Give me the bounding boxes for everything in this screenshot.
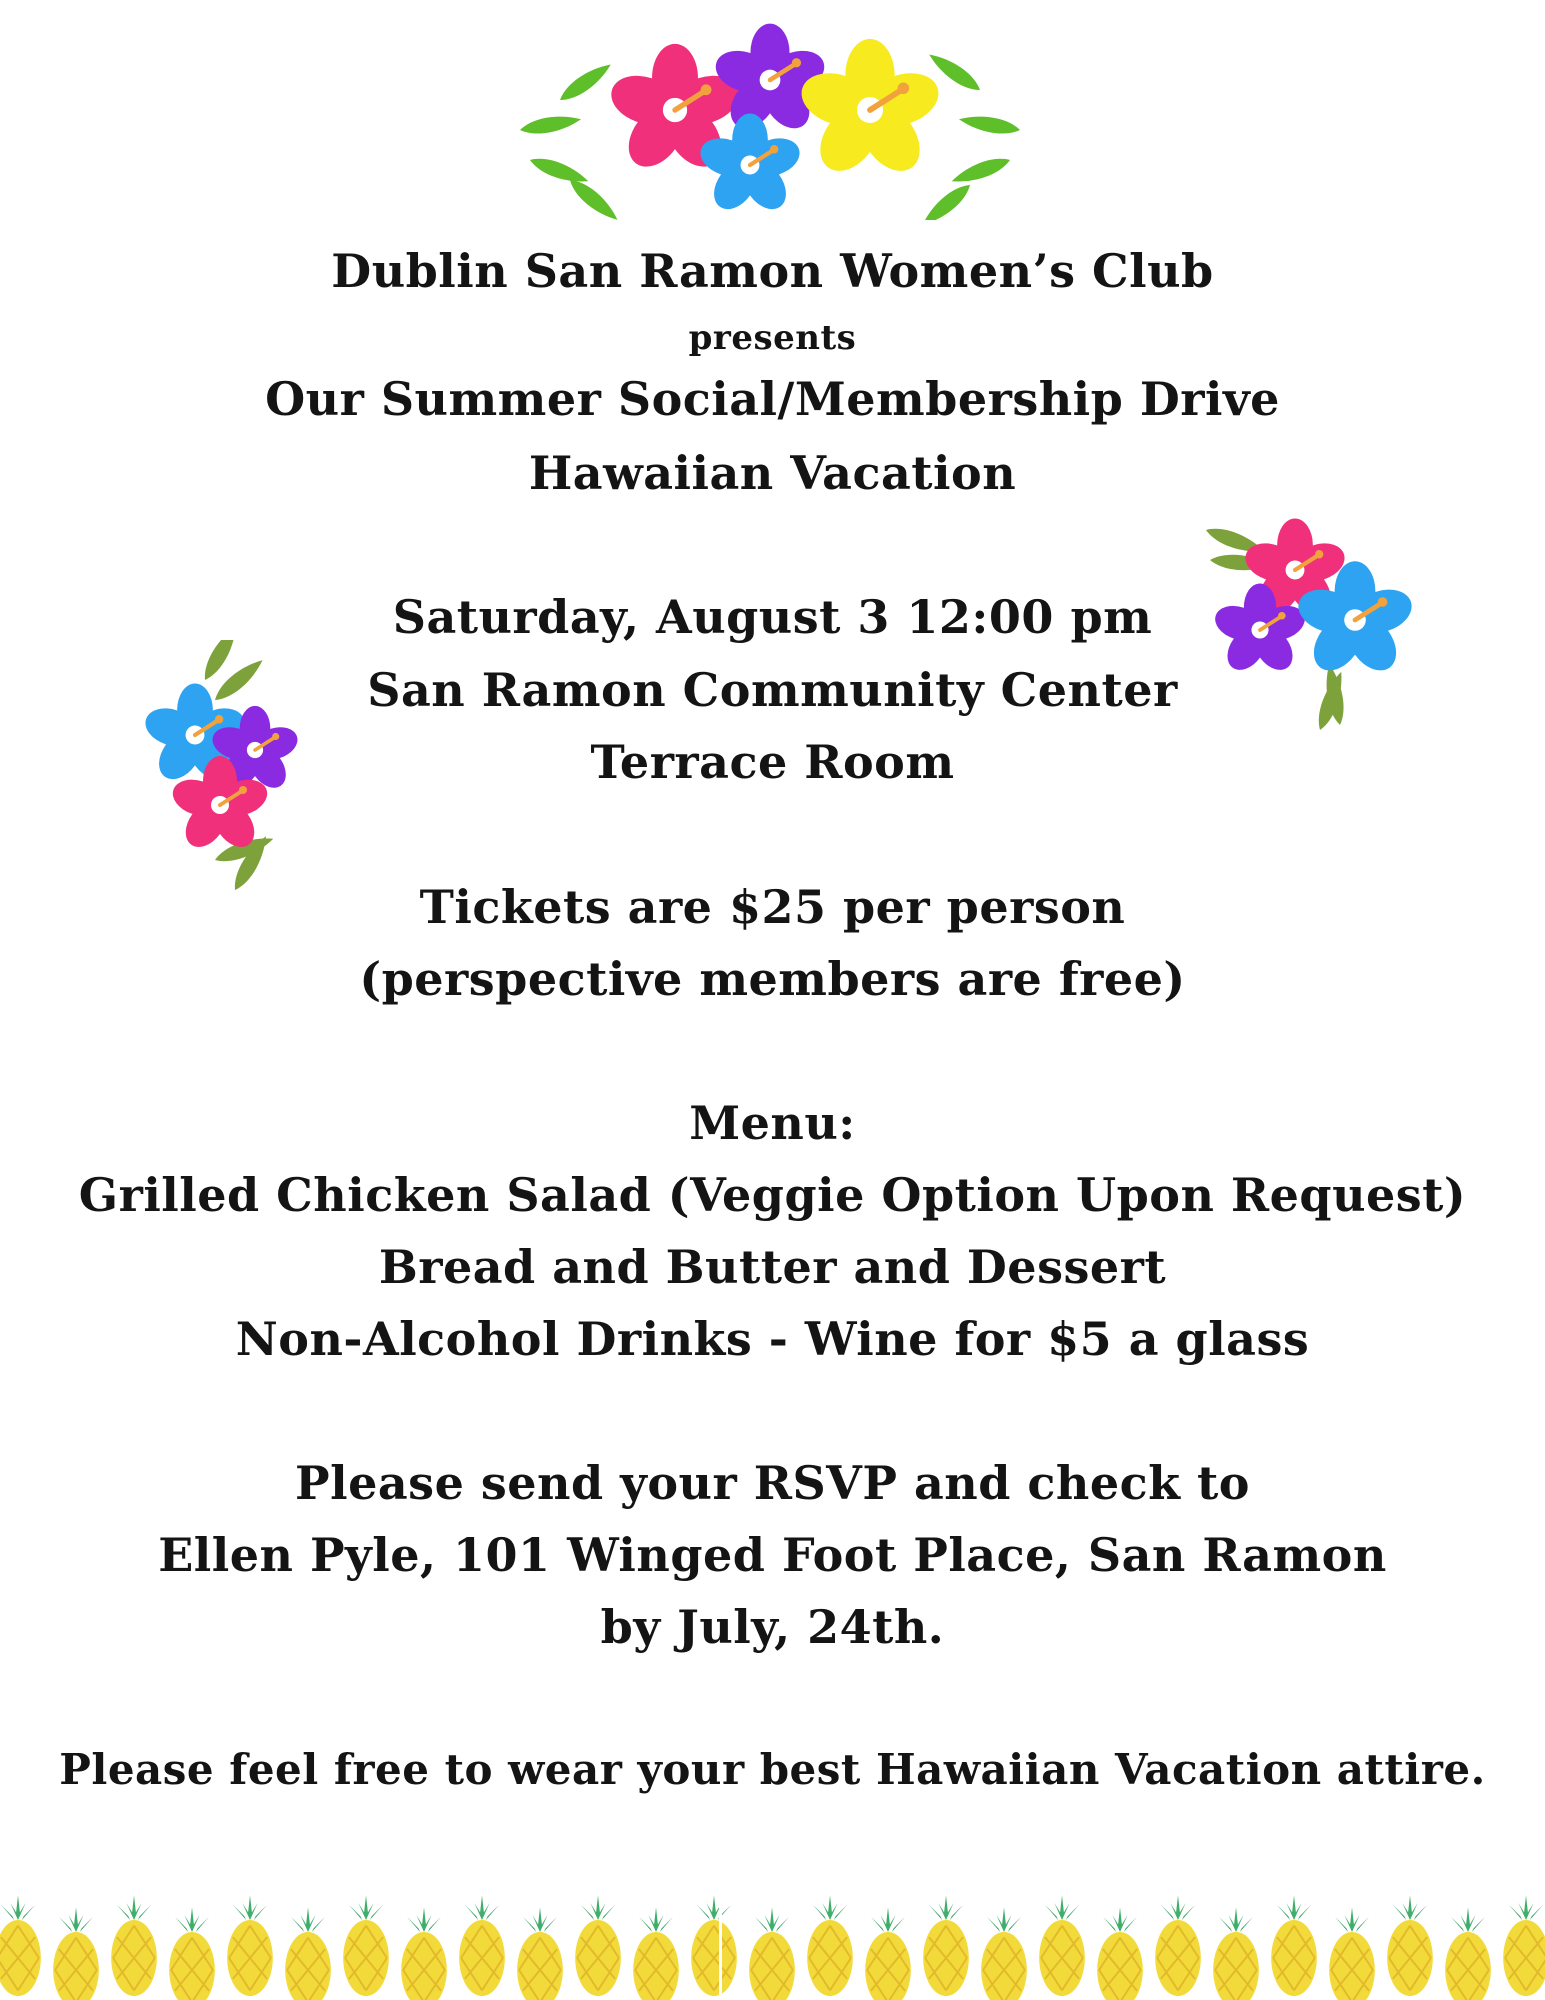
event-date-time: Saturday, August 3 12:00 pm: [392, 590, 1153, 644]
pineapple-icon: [169, 1907, 215, 2000]
pineapple-icon: [807, 1895, 853, 1996]
pineapple-icon: [1039, 1895, 1085, 1996]
club-name: Dublin San Ramon Women’s Club: [331, 244, 1214, 298]
pineapple-icon: [285, 1907, 331, 2000]
pineapple-icon: [1445, 1907, 1491, 2000]
pineapple-icon: [1155, 1895, 1201, 1996]
pineapple-border-icon: [0, 1880, 1545, 2000]
rsvp-address: Ellen Pyle, 101 Winged Foot Place, San Ramon: [158, 1528, 1387, 1582]
event-theme: Hawaiian Vacation: [528, 446, 1017, 500]
menu-item: Non-Alcohol Drinks - Wine for $5 a glass: [235, 1312, 1310, 1366]
event-title: Our Summer Social/Membership Drive: [265, 372, 1280, 426]
pineapple-icon: [1387, 1895, 1433, 1996]
pineapple-icon: [517, 1907, 563, 2000]
pineapple-icon: [401, 1907, 447, 2000]
pineapple-icon: [111, 1895, 157, 1996]
pineapple-icon: [0, 1895, 41, 1996]
presents-label: presents: [688, 318, 857, 358]
rsvp-deadline: by July, 24th.: [600, 1600, 945, 1654]
closing-note: Please feel free to wear your best Hawaiian Vacation attire.: [59, 1745, 1486, 1794]
border-seam: [719, 1880, 722, 2000]
pineapple-icon: [343, 1895, 389, 1996]
event-room: Terrace Room: [590, 735, 955, 789]
pineapple-icon: [865, 1907, 911, 2000]
menu-item: Bread and Butter and Dessert: [378, 1240, 1167, 1294]
pineapple-icon: [749, 1907, 795, 2000]
rsvp-line: Please send your RSVP and check to: [295, 1456, 1250, 1510]
pineapple-icon: [923, 1895, 969, 1996]
pineapple-icon: [1503, 1895, 1545, 1996]
hibiscus-bouquet-icon: [500, 20, 1040, 220]
ticket-price: Tickets are $25 per person: [419, 880, 1126, 934]
pineapple-row: [0, 1880, 1545, 2000]
menu-heading: Menu:: [689, 1096, 856, 1150]
pineapple-icon: [1097, 1907, 1143, 2000]
pineapple-icon: [691, 1895, 737, 1996]
pineapple-icon: [575, 1895, 621, 1996]
pineapple-icon: [227, 1895, 273, 1996]
pineapple-icon: [53, 1907, 99, 2000]
pineapple-icon: [1271, 1895, 1317, 1996]
pineapple-icon: [1213, 1907, 1259, 2000]
pineapple-icon: [459, 1895, 505, 1996]
ticket-note: (perspective members are free): [359, 952, 1186, 1006]
event-venue: San Ramon Community Center: [367, 663, 1178, 717]
pineapple-icon: [633, 1907, 679, 2000]
pineapple-icon: [1329, 1907, 1375, 2000]
menu-item: Grilled Chicken Salad (Veggie Option Upon Request): [78, 1168, 1467, 1222]
pineapple-icon: [981, 1907, 1027, 2000]
